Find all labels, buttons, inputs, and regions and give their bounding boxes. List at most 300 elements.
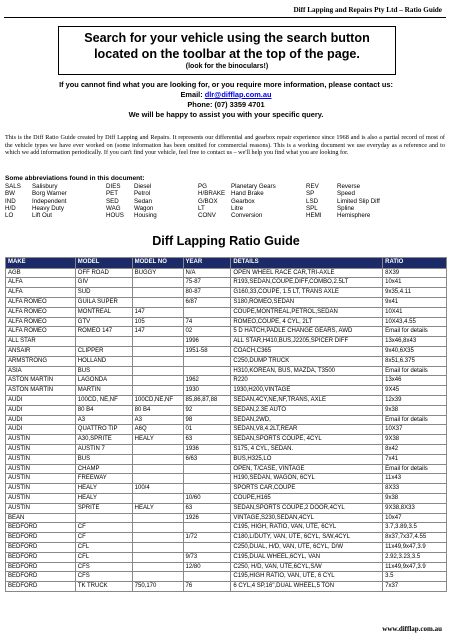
table-cell: CF: [75, 523, 132, 533]
table-cell: [132, 454, 183, 464]
table-cell: 10x47: [383, 513, 447, 523]
table-row: [6, 307, 447, 317]
table-cell: OPEN WHEEL RACE CAR,TRI-AXLE: [231, 268, 383, 278]
table-cell: AGB: [6, 268, 76, 278]
table-cell: [132, 562, 183, 572]
ratio-table-header: [6, 258, 447, 269]
table-cell: BEDFORD: [6, 542, 76, 552]
abbreviation-code: SP: [306, 190, 315, 198]
column-header: MAKE: [6, 258, 76, 269]
table-cell: 6 CYL,4 SP,16",DUAL WHEEL,5 TON: [231, 582, 383, 592]
table-cell: 10X43,4.55: [383, 317, 447, 327]
table-cell: R220: [231, 376, 383, 386]
table-cell: SEDAN,4CY,NE,NF,TRANS, AXLE: [231, 395, 383, 405]
table-cell: AUSTIN: [6, 484, 76, 494]
table-cell: AUSTIN: [6, 464, 76, 474]
table-cell: [183, 523, 231, 533]
table-cell: BUS: [75, 366, 132, 376]
table-row: [6, 395, 447, 405]
abbreviation-meaning: Housing: [134, 212, 157, 220]
abbreviation-meaning: Planetary Gears: [231, 183, 276, 190]
table-cell: AUSTIN: [6, 503, 76, 513]
table-cell: 8x42: [383, 444, 447, 454]
table-cell: [132, 288, 183, 298]
abbreviation-meaning: Litre: [231, 204, 244, 212]
abbreviation-meaning: Conversion: [231, 212, 263, 220]
table-cell: AUSTIN: [6, 435, 76, 445]
abbreviation-row: [5, 212, 383, 219]
abbreviation-code: PG: [198, 183, 207, 190]
table-cell: 1951-58: [183, 346, 231, 356]
abbreviation-meaning: Independent: [32, 197, 67, 205]
table-cell: [132, 444, 183, 454]
table-cell: 1996: [183, 337, 231, 347]
table-row: [6, 317, 447, 327]
email-label: Email:: [180, 90, 205, 99]
table-cell: 10X41: [383, 307, 447, 317]
table-cell: 11x49,9x47,3.9: [383, 562, 447, 572]
table-cell: SEDAN,SPORTS COUPE, 4CYL: [231, 435, 383, 445]
table-row: [6, 454, 447, 464]
table-cell: 63: [183, 503, 231, 513]
table-row: [6, 444, 447, 454]
table-cell: [183, 474, 231, 484]
contact-phone: Phone: (07) 3359 4701: [187, 100, 265, 109]
table-cell: 7x37: [383, 582, 447, 592]
table-cell: 1930: [183, 386, 231, 396]
table-row: [6, 346, 447, 356]
table-cell: MONTREAL: [75, 307, 132, 317]
table-cell: 13x46,8x43: [383, 337, 447, 347]
ratio-table: [5, 257, 447, 592]
table-cell: Email for details: [383, 366, 447, 376]
table-cell: ALFA ROMEO: [6, 297, 76, 307]
table-cell: [75, 513, 132, 523]
abbreviation-code: IND: [5, 197, 16, 205]
abbreviation-row: [5, 190, 383, 197]
table-cell: ALL STAR,H410,BUS,J2205,SPICER DIFF: [231, 337, 383, 347]
table-cell: CF: [75, 533, 132, 543]
table-cell: 8x51,6.375: [383, 356, 447, 366]
table-cell: AUSTIN: [6, 474, 76, 484]
table-cell: AUDI: [6, 405, 76, 415]
table-row: [6, 337, 447, 347]
table-cell: AUSTIN: [6, 444, 76, 454]
table-cell: 85,86,87,88: [183, 395, 231, 405]
table-cell: 01: [183, 425, 231, 435]
table-cell: 8X39: [383, 268, 447, 278]
table-row: [6, 376, 447, 386]
table-cell: BEAN: [6, 513, 76, 523]
table-cell: 6/63: [183, 454, 231, 464]
banner-line-1: Search for your vehicle using the search button: [84, 31, 370, 45]
table-cell: 9X38: [383, 435, 447, 445]
table-cell: N/A: [183, 268, 231, 278]
abbreviation-code: LO: [5, 212, 14, 220]
table-cell: [132, 337, 183, 347]
table-cell: [132, 552, 183, 562]
table-cell: 8x37,7x37,4.55: [383, 533, 447, 543]
table-cell: 13x46: [383, 376, 447, 386]
table-cell: [183, 307, 231, 317]
table-cell: 9x35,4.11: [383, 288, 447, 298]
table-cell: BUS: [75, 454, 132, 464]
table-cell: 12/80: [183, 562, 231, 572]
table-cell: C195, HIGH, RATIO, VAN, UTE, 6CYL: [231, 523, 383, 533]
table-cell: VINTAGE,S230,SEDAN,4CYL: [231, 513, 383, 523]
table-cell: BEDFORD: [6, 523, 76, 533]
table-cell: 1930,H200,VINTAGE: [231, 386, 383, 396]
abbreviation-code: SALS: [5, 183, 21, 190]
table-cell: 80-87: [183, 288, 231, 298]
table-cell: SPRITE: [75, 503, 132, 513]
table-row: [6, 425, 447, 435]
column-header: MODEL NO: [132, 258, 183, 269]
abbreviation-code: CONV: [198, 212, 216, 220]
abbreviation-code: LT: [198, 204, 205, 212]
table-cell: G160,33,COUPE, 1.5 LT, TRANS AXLE: [231, 288, 383, 298]
table-cell: 6/87: [183, 297, 231, 307]
table-cell: A3: [75, 415, 132, 425]
table-cell: ASTON MARTIN: [6, 386, 76, 396]
table-row: [6, 513, 447, 523]
table-row: [6, 405, 447, 415]
abbreviation-meaning: Sedan: [134, 197, 152, 205]
table-cell: ALFA ROMEO: [6, 327, 76, 337]
table-cell: [132, 533, 183, 543]
table-cell: 9x38: [383, 493, 447, 503]
table-cell: H310,KOREAN, BUS, MAZDA, T3500: [231, 366, 383, 376]
column-header: MODEL: [75, 258, 132, 269]
table-cell: HEALY: [132, 435, 183, 445]
table-cell: HEALY: [75, 484, 132, 494]
table-row: [6, 572, 447, 582]
table-cell: AUSTIN 7: [75, 444, 132, 454]
table-cell: [132, 523, 183, 533]
table-cell: C180,L/DUTY, VAN, UTE, 6CYL, S/W,4CYL: [231, 533, 383, 543]
table-cell: 9X38,8X33: [383, 503, 447, 513]
table-cell: BEDFORD: [6, 582, 76, 592]
abbreviation-code: PET: [106, 190, 119, 198]
abbreviation-meaning: Reverse: [337, 183, 361, 190]
contact-intro: If you cannot find what you are looking for, or you require more information, please contact us:: [59, 80, 393, 89]
table-cell: S180,ROMEO,SEDAN: [231, 297, 383, 307]
table-cell: SEDAN,SPORTS COUPE,2 DOOR,4CYL: [231, 503, 383, 513]
table-cell: [132, 572, 183, 582]
abbreviation-code: BW: [5, 190, 15, 198]
table-row: [6, 297, 447, 307]
table-cell: 9x38: [383, 405, 447, 415]
abbreviation-row: [5, 198, 383, 205]
table-cell: [132, 356, 183, 366]
document-header-title: Diff Lapping and Repairs Pty Ltd – Ratio Guide: [293, 6, 442, 14]
table-cell: 98: [183, 415, 231, 425]
table-cell: [75, 337, 132, 347]
table-cell: 1/72: [183, 533, 231, 543]
abbreviation-meaning: Gearbox: [231, 197, 255, 205]
table-cell: 147: [132, 307, 183, 317]
table-cell: ALFA ROMEO: [6, 307, 76, 317]
table-cell: 2.92,3.23,3.5: [383, 552, 447, 562]
table-row: [6, 542, 447, 552]
abbreviation-row: [5, 205, 383, 212]
abbreviation-code: SED: [106, 197, 119, 205]
table-cell: 100CD, NE,NF: [75, 395, 132, 405]
table-cell: COACH,C365: [231, 346, 383, 356]
table-cell: 11x49,9x47,3.9: [383, 542, 447, 552]
table-cell: [132, 542, 183, 552]
table-cell: BEDFORD: [6, 562, 76, 572]
banner-line-3: (look for the binoculars!): [185, 63, 269, 70]
table-row: [6, 493, 447, 503]
table-cell: C195,DUAL WHEEL,6CYL, VAN: [231, 552, 383, 562]
table-cell: HEALY: [132, 503, 183, 513]
search-instruction-banner: [58, 26, 396, 75]
table-cell: 9/73: [183, 552, 231, 562]
table-cell: Email for details: [383, 464, 447, 474]
table-cell: SEDAN,2WD,: [231, 415, 383, 425]
table-cell: 80 B4: [75, 405, 132, 415]
table-cell: BEDFORD: [6, 572, 76, 582]
table-cell: [183, 484, 231, 494]
table-cell: 10X37: [383, 425, 447, 435]
table-cell: C250,DUMP TRUCK: [231, 356, 383, 366]
table-cell: 02: [183, 327, 231, 337]
table-cell: CFL: [75, 552, 132, 562]
table-cell: GUILA SUPER: [75, 297, 132, 307]
table-cell: R193,SEDAN,COUPE,DIFF,COMBO,2.5LT: [231, 278, 383, 288]
table-cell: ROMEO 147: [75, 327, 132, 337]
table-cell: BEDFORD: [6, 533, 76, 543]
table-cell: A30,SPRITE: [75, 435, 132, 445]
table-cell: [132, 366, 183, 376]
email-link[interactable]: dlr@difflap.com.au: [204, 90, 272, 99]
table-cell: LAGONDA: [75, 376, 132, 386]
table-cell: ASTON MARTIN: [6, 376, 76, 386]
table-cell: 3.7,3.89,3.5: [383, 523, 447, 533]
abbreviation-meaning: Wagon: [134, 204, 154, 212]
abbreviation-meaning: Diesel: [134, 183, 152, 190]
table-cell: ALFA ROMEO: [6, 317, 76, 327]
table-row: [6, 484, 447, 494]
table-row: [6, 415, 447, 425]
table-cell: COUPE,MONTREAL,PETROL,SEDAN: [231, 307, 383, 317]
abbreviations-title: Some abbreviations found in this document:: [5, 175, 145, 182]
table-cell: [132, 278, 183, 288]
table-cell: 8X33: [383, 484, 447, 494]
table-cell: 80 B4: [132, 405, 183, 415]
table-cell: MARTIN: [75, 386, 132, 396]
table-cell: 63: [183, 435, 231, 445]
table-cell: A6Q: [132, 425, 183, 435]
table-cell: GTV: [75, 317, 132, 327]
abbreviation-code: DIES: [106, 183, 121, 190]
table-cell: GIV: [75, 278, 132, 288]
table-cell: SEDAN,2.3E AUTO: [231, 405, 383, 415]
table-cell: AUDI: [6, 415, 76, 425]
table-cell: QUATTRO TIP: [75, 425, 132, 435]
table-cell: CLIPPER: [75, 346, 132, 356]
table-cell: [132, 493, 183, 503]
table-cell: FREEWAY: [75, 474, 132, 484]
abbreviation-meaning: Spline: [337, 204, 355, 212]
contact-assist: We will be happy to assist you with your specific query.: [128, 110, 324, 119]
table-cell: [132, 376, 183, 386]
table-cell: C250, H/D, VAN, UTE,6CYL,S/W: [231, 562, 383, 572]
table-cell: [132, 346, 183, 356]
table-cell: CHAMP: [75, 464, 132, 474]
abbreviation-code: HEMI: [306, 212, 322, 220]
table-cell: 100CD,NE,NF: [132, 395, 183, 405]
table-cell: C250,DUAL, H/D, VAN, UTE, 6CYL, D/W: [231, 542, 383, 552]
table-cell: HOLLAND: [75, 356, 132, 366]
table-cell: 9x41: [383, 297, 447, 307]
table-cell: COUPE,H165: [231, 493, 383, 503]
table-cell: CFS: [75, 572, 132, 582]
abbreviation-code: REV: [306, 183, 319, 190]
abbreviation-row: [5, 183, 383, 190]
abbreviations-list: [5, 183, 383, 219]
table-cell: SUD: [75, 288, 132, 298]
table-cell: Email for details: [383, 327, 447, 337]
table-cell: [132, 474, 183, 484]
table-cell: 9X45: [383, 386, 447, 396]
table-cell: [132, 297, 183, 307]
table-cell: [183, 572, 231, 582]
table-cell: SEDAN,V8,4.2LT,REAR: [231, 425, 383, 435]
table-row: [6, 327, 447, 337]
table-cell: AUDI: [6, 395, 76, 405]
table-cell: AUDI: [6, 425, 76, 435]
table-cell: 750,170: [132, 582, 183, 592]
table-row: [6, 464, 447, 474]
abbreviation-code: LSD: [306, 197, 319, 205]
table-cell: ARMSTRONG: [6, 356, 76, 366]
table-cell: 75-87: [183, 278, 231, 288]
table-cell: ALL STAR: [6, 337, 76, 347]
table-cell: SPORTS CAR,COUPE: [231, 484, 383, 494]
table-cell: 11x43: [383, 474, 447, 484]
table-cell: BUS,H325,LO: [231, 454, 383, 464]
abbreviation-meaning: Lift Out: [32, 212, 52, 220]
table-cell: 1926: [183, 513, 231, 523]
abbreviation-meaning: Hemisphere: [337, 212, 371, 220]
table-cell: A3: [132, 415, 183, 425]
table-cell: ALFA: [6, 278, 76, 288]
table-cell: ROMEO,COUPE, 4 CYL, 2LT: [231, 317, 383, 327]
abbreviation-meaning: Petrol: [134, 190, 151, 198]
table-row: [6, 288, 447, 298]
table-cell: 10x41: [383, 278, 447, 288]
abbreviation-code: H/BRAKE: [198, 190, 226, 198]
table-cell: BEDFORD: [6, 552, 76, 562]
table-cell: H190,SEDAN, WAGON, 6CYL: [231, 474, 383, 484]
table-cell: C195,HIGH RATIO, VAN, UTE, 6 CYL: [231, 572, 383, 582]
table-cell: OFF ROAD: [75, 268, 132, 278]
table-cell: 100/4: [132, 484, 183, 494]
table-cell: ALFA: [6, 288, 76, 298]
table-cell: TK TRUCK: [75, 582, 132, 592]
table-cell: [132, 513, 183, 523]
table-cell: 74: [183, 317, 231, 327]
table-row: [6, 474, 447, 484]
header-divider: [4, 17, 446, 18]
table-row: [6, 435, 447, 445]
column-header: RATIO: [383, 258, 447, 269]
contact-email: [0, 90, 452, 100]
table-cell: 147: [132, 327, 183, 337]
table-cell: 3.5: [383, 572, 447, 582]
table-cell: 1962: [183, 376, 231, 386]
abbreviation-meaning: Salisbury: [32, 183, 58, 190]
table-row: [6, 366, 447, 376]
abbreviation-code: H/D: [5, 204, 16, 212]
table-cell: HEALY: [75, 493, 132, 503]
intro-paragraph: This is the Diff Ratio Guide created by Diff Lapping and Repairs. It represents our differential and gearbox repair experience since 1968 and is also a partial record of most of the vehicle types we have ever worked on (some information has been omitted for commercial reasons). This is a working document we use everyday as a reference and to which we add information periodically. If you can't find your vehicle, feel free to contact us – we'll help you find what you are looking for.: [5, 134, 445, 157]
ratio-guide-title: Diff Lapping Ratio Guide: [152, 234, 300, 248]
table-row: [6, 562, 447, 572]
table-cell: BUGGY: [132, 268, 183, 278]
abbreviation-meaning: Borg Warner: [32, 190, 67, 198]
table-cell: 76: [183, 582, 231, 592]
table-cell: AUSTIN: [6, 493, 76, 503]
abbreviation-code: WAG: [106, 204, 121, 212]
abbreviation-meaning: Speed: [337, 190, 355, 198]
table-row: [6, 523, 447, 533]
footer-website: www.difflap.com.au: [382, 625, 442, 633]
table-row: [6, 356, 447, 366]
table-cell: 105: [132, 317, 183, 327]
table-cell: AUSTIN: [6, 454, 76, 464]
table-cell: [183, 542, 231, 552]
table-cell: [183, 464, 231, 474]
table-row: [6, 552, 447, 562]
table-cell: 10/60: [183, 493, 231, 503]
column-header: YEAR: [183, 258, 231, 269]
table-cell: Email for details: [383, 415, 447, 425]
table-cell: [132, 464, 183, 474]
table-cell: CFS: [75, 562, 132, 572]
table-cell: [132, 386, 183, 396]
table-cell: S175, 4 CYL, SEDAN.: [231, 444, 383, 454]
table-row: [6, 582, 447, 592]
table-row: [6, 386, 447, 396]
table-cell: [183, 366, 231, 376]
table-cell: 12x39: [383, 395, 447, 405]
table-cell: 92: [183, 405, 231, 415]
table-cell: 1936: [183, 444, 231, 454]
table-row: [6, 503, 447, 513]
table-cell: [183, 356, 231, 366]
abbreviation-code: G/BOX: [198, 197, 218, 205]
table-row: [6, 268, 447, 278]
abbreviation-code: SPL: [306, 204, 318, 212]
banner-line-2: located on the toolbar at the top of the page.: [94, 47, 360, 61]
abbreviation-meaning: Limited Slip Diff: [337, 197, 380, 205]
abbreviation-meaning: Hand Brake: [231, 190, 264, 198]
table-cell: 5 D HATCH,PADLE CHANGE GEARS, AWD: [231, 327, 383, 337]
table-cell: 9x40,6X35: [383, 346, 447, 356]
table-row: [6, 533, 447, 543]
table-cell: ASIA: [6, 366, 76, 376]
table-cell: CFL: [75, 542, 132, 552]
abbreviation-code: HOUS: [106, 212, 124, 220]
column-header: DETAILS: [231, 258, 383, 269]
table-cell: 7x41: [383, 454, 447, 464]
table-cell: OPEN, T/CASE, VINTAGE: [231, 464, 383, 474]
abbreviation-meaning: Heavy Duty: [32, 204, 64, 212]
table-cell: ANSAIR: [6, 346, 76, 356]
